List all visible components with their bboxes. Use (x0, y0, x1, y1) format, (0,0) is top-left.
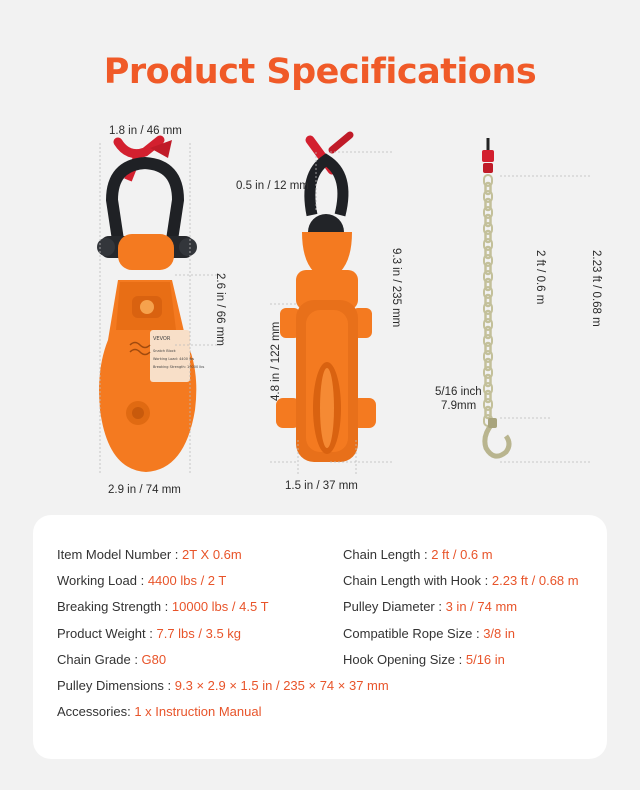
spec-item-model: Item Model Number : 2T X 0.6m (57, 547, 242, 562)
plate-brand: VEVOR (153, 336, 171, 342)
dim-link-size-mm: 7.9mm (441, 400, 477, 412)
dim-shackle-width: 1.8 in / 46 mm (109, 125, 182, 137)
dim-sheave-width: 1.5 in / 37 mm (285, 480, 358, 492)
plate-line-1: Snatch Block (153, 349, 176, 353)
spec-pulley-diameter: Pulley Diameter : 3 in / 74 mm (343, 599, 518, 614)
spec-breaking-strength: Breaking Strength : 10000 lbs / 4.5 T (57, 599, 269, 614)
page-title: Product Specifications (103, 52, 537, 92)
spec-chain-grade: Chain Grade : G80 (57, 652, 167, 667)
plate-line-2: Working Load: 4400 lbs (153, 357, 195, 361)
spec-accessories: Accessories: 1 x Instruction Manual (57, 704, 262, 719)
dim-pulley-width: 2.9 in / 74 mm (108, 484, 181, 496)
dim-sheave-height: 4.8 in / 122 mm (270, 321, 282, 401)
spec-chain-length: Chain Length : 2 ft / 0.6 m (343, 547, 493, 562)
dim-total-height: 9.3 in / 235 mm (390, 248, 402, 328)
dim-swivel-gap: 0.5 in / 12 mm (236, 180, 309, 192)
dim-link-size-inch: 5/16 inch (435, 386, 482, 398)
spec-pulley-dimensions: Pulley Dimensions : 9.3 × 2.9 × 1.5 in / 235 × 74 × 37 mm (57, 678, 389, 693)
dim-chain-with-hook: 2.23 ft / 0.68 m (590, 250, 602, 327)
spec-chain-length-with-hook: Chain Length with Hook : 2.23 ft / 0.68 m (343, 573, 579, 588)
dim-chain-length: 2 ft / 0.6 m (534, 250, 546, 305)
chain-links (484, 175, 492, 426)
plate-line-3: Breaking Strength: 10000 lbs (153, 365, 205, 369)
spec-working-load: Working Load : 4400 lbs / 2 T (57, 573, 227, 588)
front-view-illustration (97, 140, 222, 475)
spec-compatible-rope-size: Compatible Rope Size : 3/8 in (343, 626, 515, 641)
spec-product-weight: Product Weight : 7.7 lbs / 3.5 kg (57, 626, 242, 641)
spec-hook-opening-size: Hook Opening Size : 5/16 in (343, 652, 505, 667)
dim-side-plate-height: 2.6 in / 66 mm (214, 273, 226, 346)
